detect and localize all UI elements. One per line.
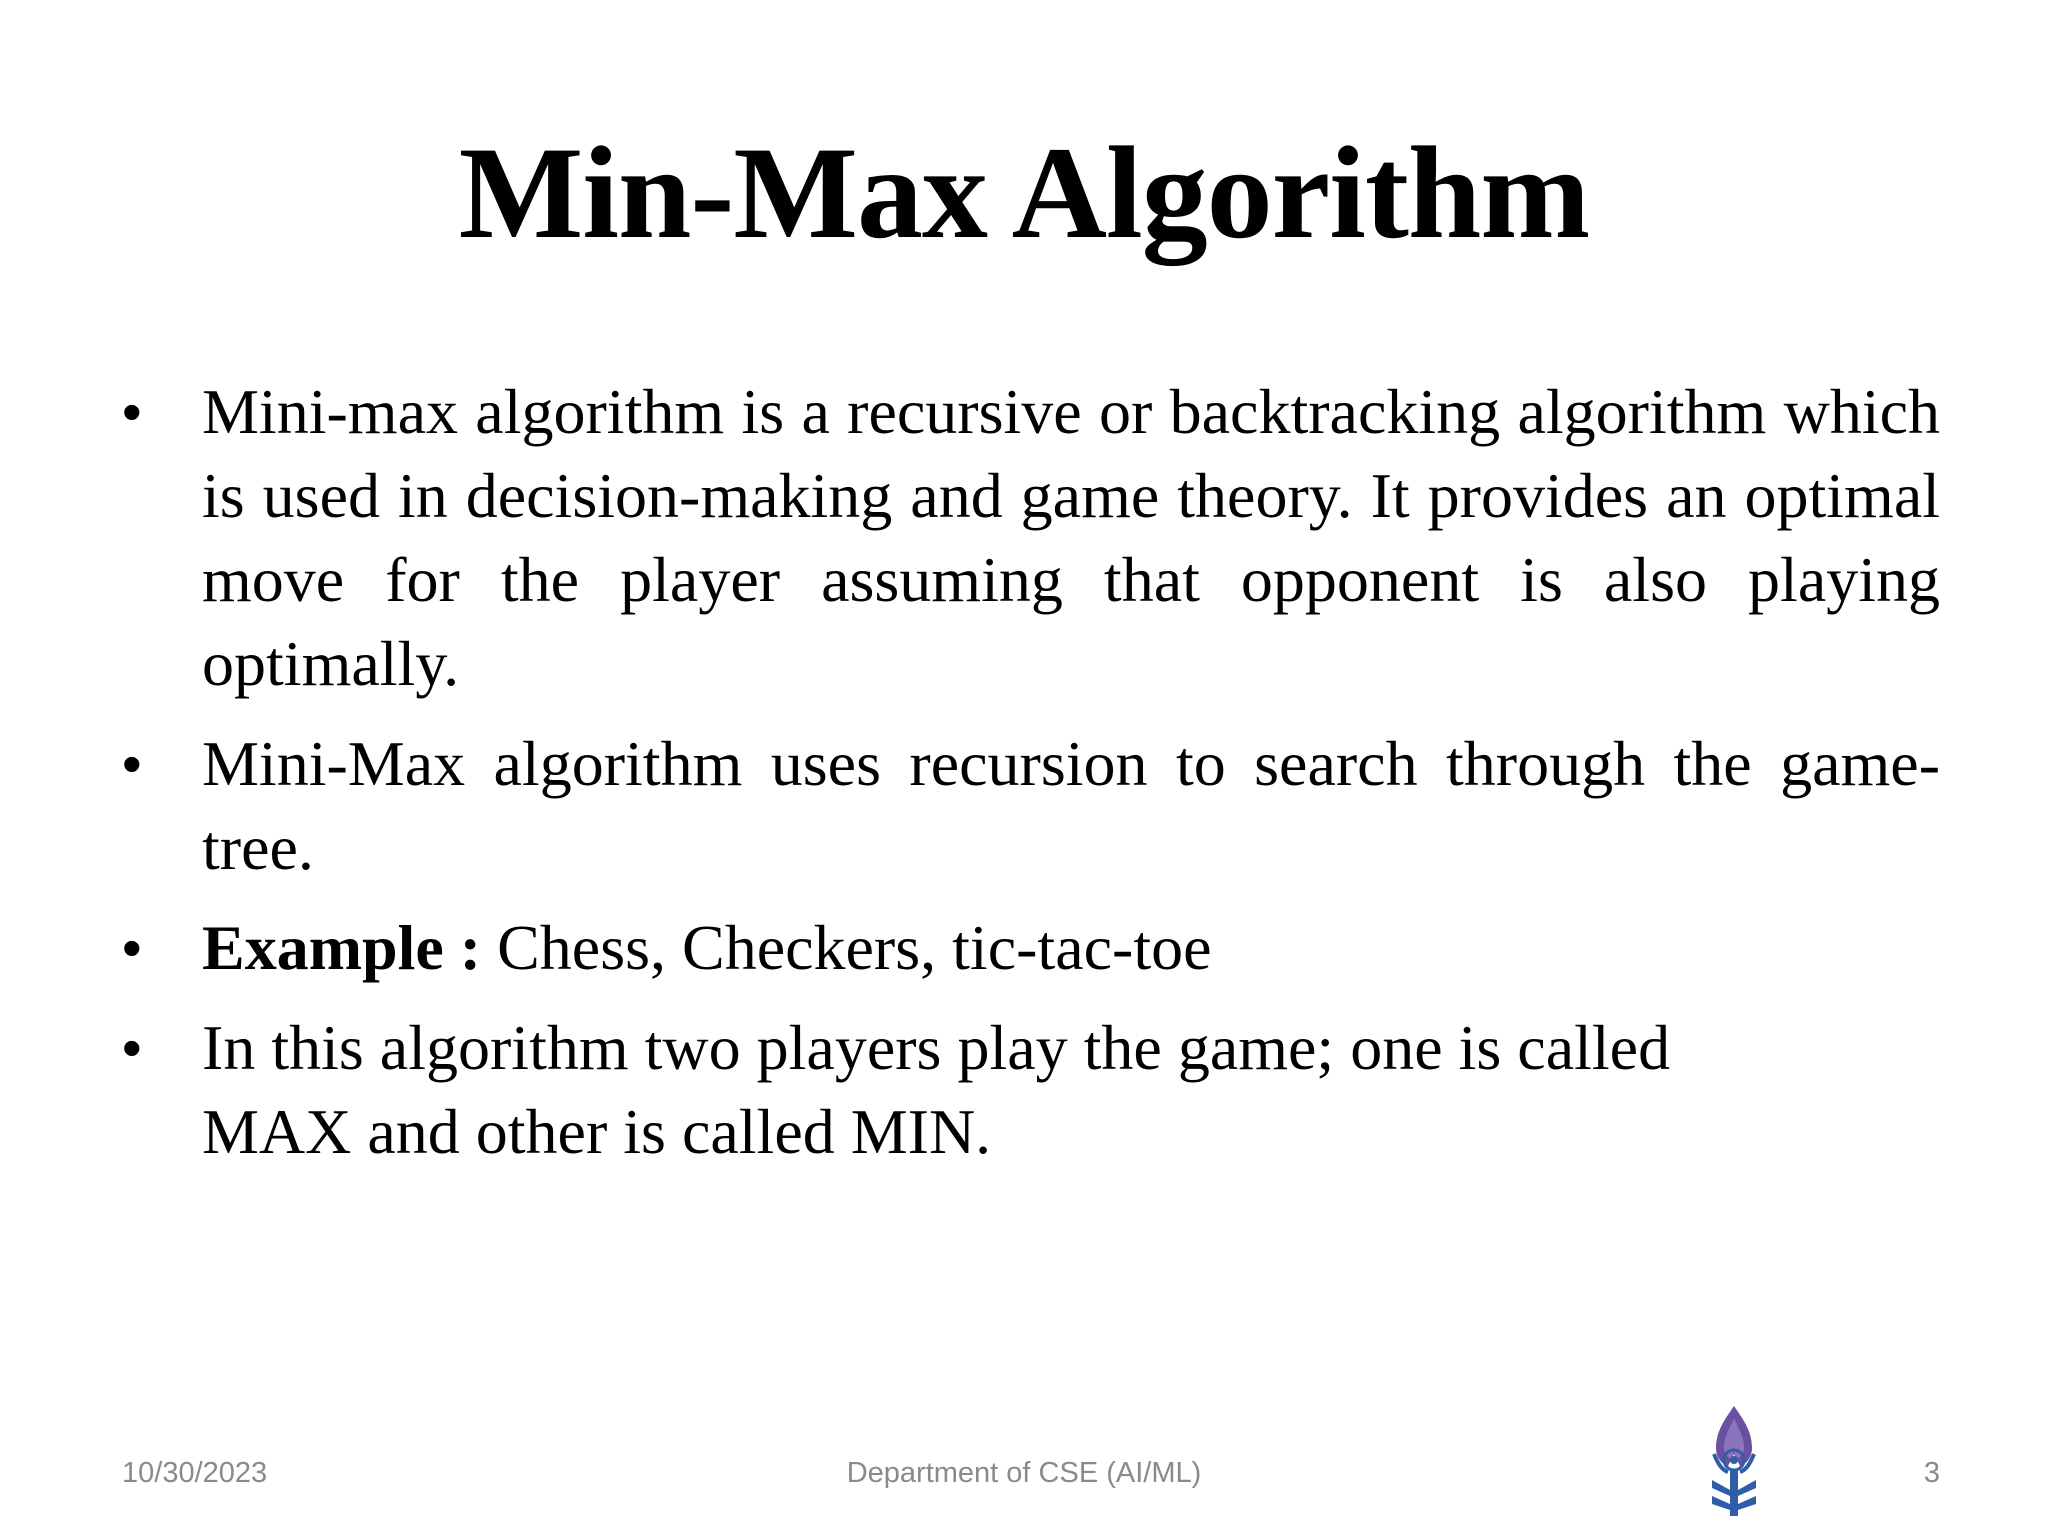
bullet-list [122,370,1940,1190]
footer-department: Department of CSE (AI/ML) [846,1457,1202,1489]
bullet-marker: • [122,1016,142,1079]
footer-date: 10/30/2023 [122,1457,268,1489]
bullet-item [122,1006,1940,1174]
bullet-text: Mini-Max algorithm uses recursion to search through the game-tree. [202,728,1940,883]
bullet-bold-label: Example : [202,912,498,983]
bullet-text-line: In this algorithm two players play the game; one is called [202,1012,1671,1083]
bullet-item [122,906,1940,990]
slide-number: 3 [1923,1457,1940,1489]
bullet-text: Mini-max algorithm is a recursive or backtracking algorithm which is used in decision-making and game theory. It provides an optimal move for the player assuming that opponent is also playing optimally. [202,376,1940,699]
slide-title: Min-Max Algorithm [458,119,1590,266]
bullet-marker: • [122,732,142,795]
bullet-marker: • [122,916,142,979]
bullet-item [122,370,1940,706]
bullet-marker: • [122,380,142,443]
institution-emblem-icon [1708,1404,1760,1520]
bullet-text-line: MAX and other is called MIN. [202,1096,992,1167]
bullet-text: Chess, Checkers, tic-tac-toe [497,912,1212,983]
bullet-item [122,722,1940,890]
